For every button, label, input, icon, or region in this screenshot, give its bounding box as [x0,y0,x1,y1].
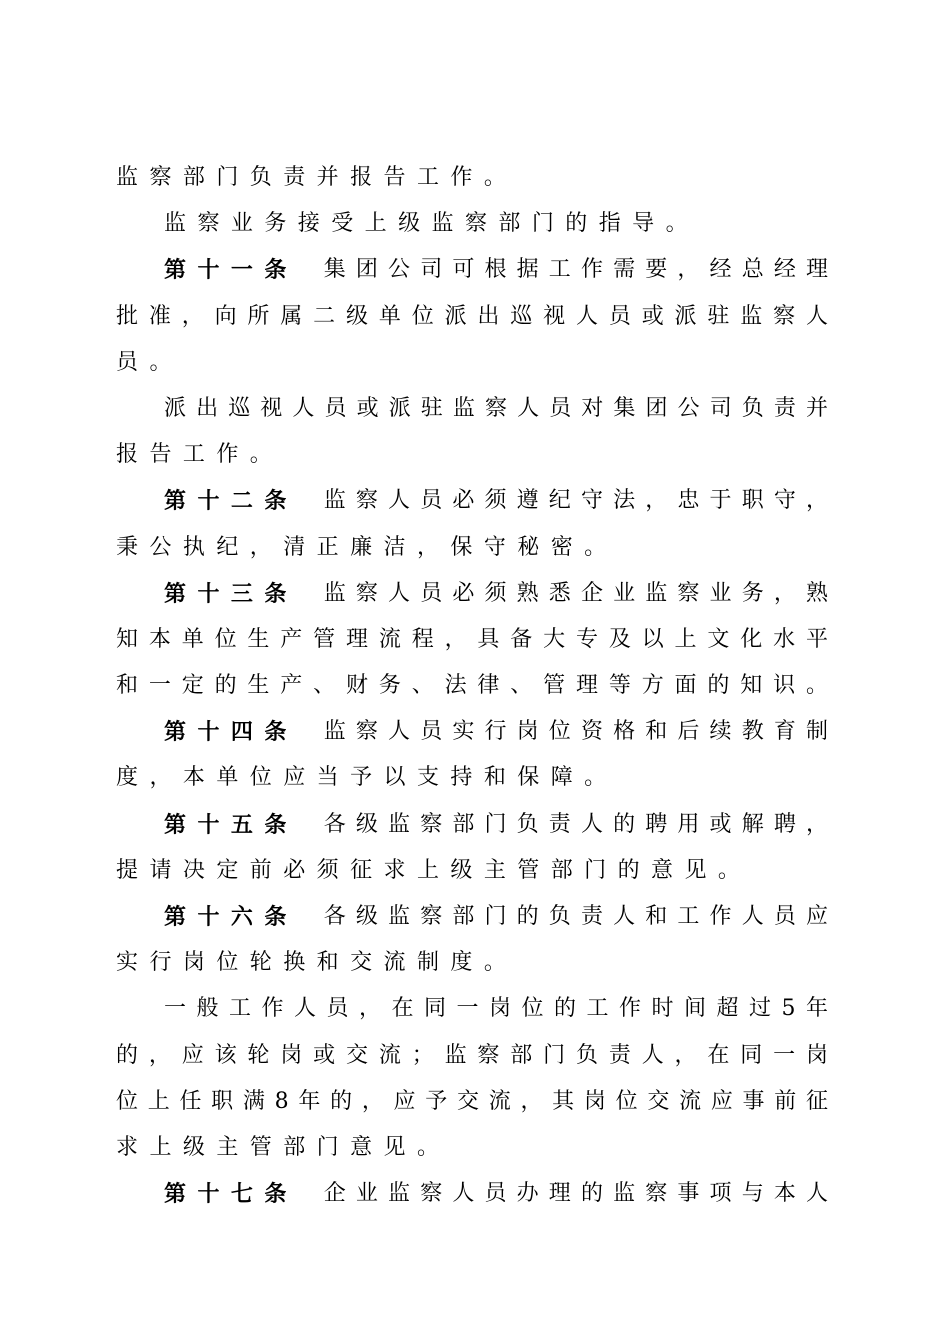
line-text: 派出巡视人员或派驻监察人员对集团公司负责并 [164,395,828,421]
line-text: 度，本单位应当予以支持和保障。 [116,765,618,791]
text-line [116,663,828,709]
article-number: 第十二条 [164,488,298,515]
line-text: 监察部门负责并报告工作。 [116,165,518,190]
text-line [116,1079,828,1125]
text-line [116,201,828,247]
text-line [116,755,828,801]
line-text: 的，应该轮岗或交流；监察部门负责人，在同一岗 [116,1042,828,1068]
article-number: 第十四条 [164,719,298,746]
text-line [116,940,828,986]
line-text: 企业监察人员办理的监察事项与本人 [323,1181,828,1207]
text-line [116,386,828,432]
line-text: 一般工作人员，在同一岗位的工作时间超过5年 [164,996,828,1022]
text-line [116,525,828,571]
line-text: 求上级主管部门意见。 [116,1134,451,1160]
text-line [116,1125,828,1171]
line-text: 各级监察部门的负责人和工作人员应 [323,904,828,929]
line-text: 员。 [116,349,183,375]
article-number: 第十一条 [164,257,298,284]
text-line [116,894,828,940]
line-text: 知本单位生产管理流程，具备大专及以上文化水平 [116,626,828,652]
text-line [116,340,828,386]
text-line [116,986,828,1032]
line-text: 报告工作。 [116,442,284,468]
line-text: 和一定的生产、财务、法律、管理等方面的知识。 [116,673,828,699]
text-line [116,571,828,617]
text-line [116,848,828,894]
line-text: 位上任职满8年的，应予交流，其岗位交流应事前征 [116,1088,828,1114]
text-line [116,478,828,524]
article-number: 第十五条 [164,811,298,838]
text-line [116,709,828,755]
document-body [116,155,828,1217]
text-line [116,155,828,201]
text-line [116,617,828,663]
line-text: 秉公执纪，清正廉洁，保守秘密。 [116,534,618,560]
line-text: 监察人员必须遵纪守法，忠于职守， [323,488,828,514]
line-text: 各级监察部门负责人的聘用或解聘， [323,811,828,837]
article-number: 第十三条 [164,580,298,607]
line-text: 实行岗位轮换和交流制度。 [116,950,518,976]
line-text: 监察业务接受上级监察部门的指导。 [164,211,700,237]
article-number: 第十六条 [164,904,298,930]
text-line [116,802,828,848]
line-text: 监察人员实行岗位资格和后续教育制 [323,719,828,745]
text-line [116,294,828,340]
line-text: 监察人员必须熟悉企业监察业务，熟 [323,580,828,606]
line-text: 批准，向所属二级单位派出巡视人员或派驻监察人 [116,303,828,329]
text-line [116,1171,828,1217]
text-line [116,247,828,293]
text-line [116,1033,828,1079]
line-text: 集团公司可根据工作需要，经总经理 [323,257,828,283]
article-number: 第十七条 [164,1181,298,1208]
text-line [116,432,828,478]
line-text: 提请决定前必须征求上级主管部门的意见。 [116,857,752,883]
